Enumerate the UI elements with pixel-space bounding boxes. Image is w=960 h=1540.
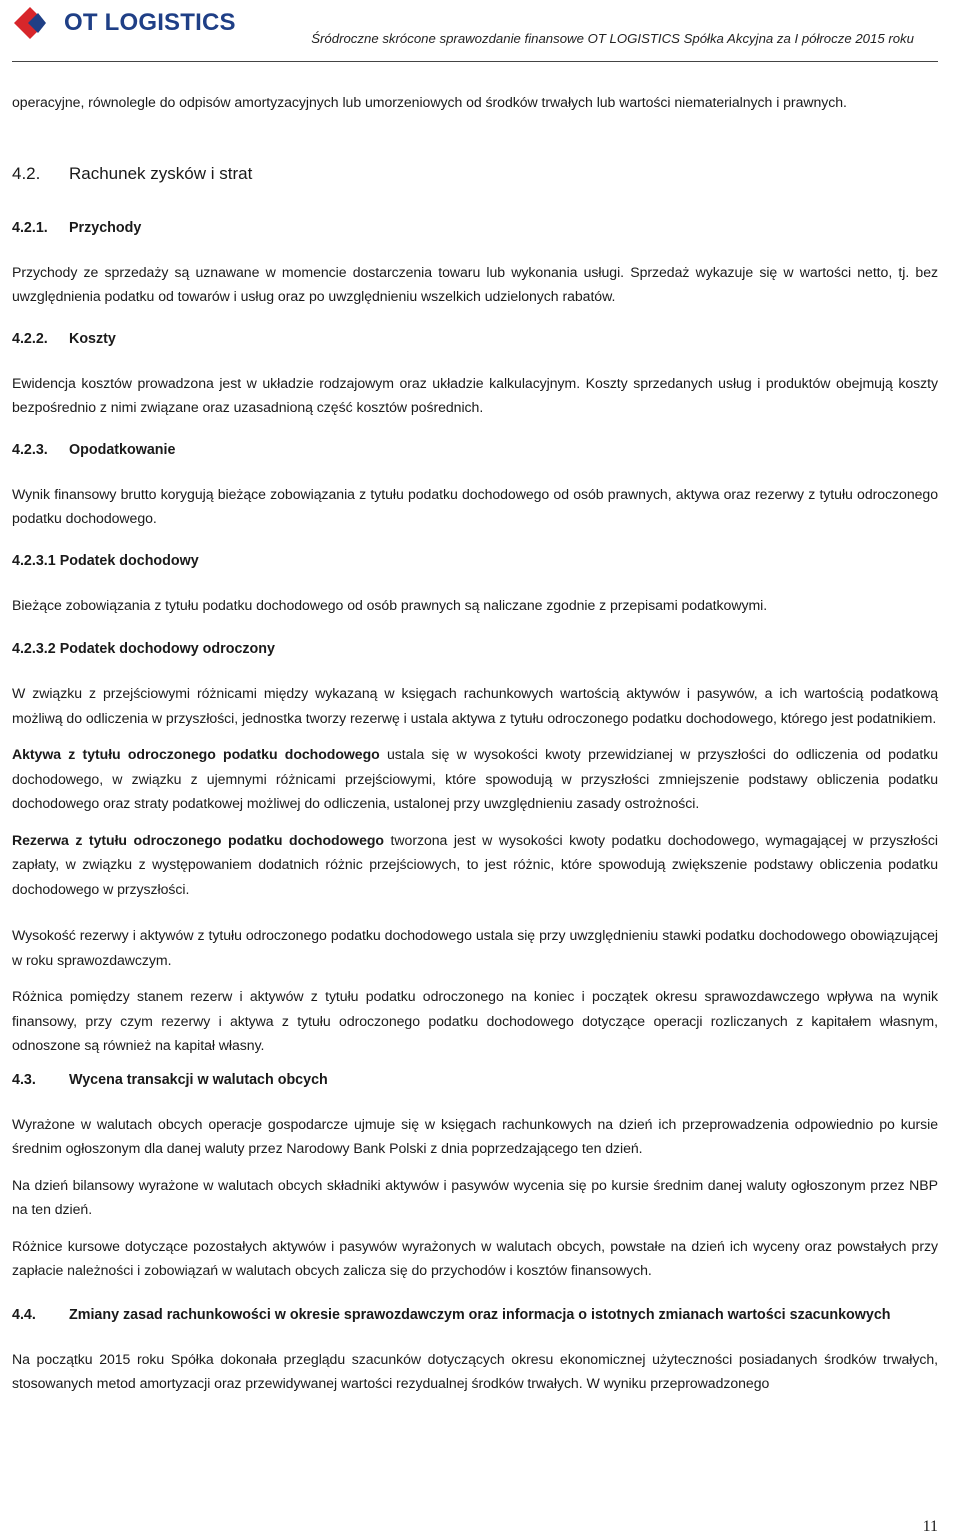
paragraph-costs: Ewidencja kosztów prowadzona jest w układzie rodzajowym oraz układzie kalkulacyjnym. Koszty sprzedanych usług i produktów obejmują koszty bezpośrednio z nimi związane oraz uzasadnioną część kosztów pośrednich. bbox=[12, 374, 938, 415]
report-title: Śródroczne skrócone sprawozdanie finansowe OT LOGISTICS Spółka Akcyjna za I półrocze 2015 roku bbox=[311, 31, 914, 46]
section-number: 4.2. bbox=[12, 163, 41, 183]
section-heading-4-4 bbox=[12, 1303, 938, 1327]
paragraph-deferred-tax-assets bbox=[12, 742, 938, 816]
paragraph-balance-sheet-valuation: Na dzień bilansowy wyrażone w walutach obcych składniki aktywów i pasywów wycenia się po kursie średnim danej waluty ogłoszonym przez NBP na ten dzień. bbox=[12, 1176, 938, 1217]
paragraph-difference: Różnica pomiędzy stanem rezerw i aktywów z tytułu podatku odroczonego na koniec i początek okresu sprawozdawczego wpływa na wynik finansowy, przy czym rezerwy i aktywa z tytułu odroczonego podatku dochodowego dotyczące operacji rozliczanych z kapitałem własnym, odnoszone są również na kapitał własny. bbox=[12, 988, 938, 1053]
section-title: Opodatkowanie bbox=[69, 441, 176, 458]
logo-text: OT LOGISTICS bbox=[64, 9, 236, 36]
section-heading-4-2-1 bbox=[12, 216, 938, 240]
section-title: Zmiany zasad rachunkowości w okresie sprawozdawczym oraz informacja o istotnych zmianach wartości szacunkowych bbox=[69, 1306, 891, 1323]
section-heading-4-3 bbox=[12, 1068, 938, 1092]
section-title: Rachunek zysków i strat bbox=[69, 163, 253, 183]
bold-term: Aktywa z tytułu odroczonego podatku dochodowego bbox=[12, 746, 380, 762]
section-number: 4.2.2. bbox=[12, 330, 48, 347]
document-body bbox=[12, 90, 938, 1396]
page-header bbox=[0, 0, 960, 60]
section-heading-4-2 bbox=[12, 162, 938, 186]
section-number: 4.3. bbox=[12, 1071, 36, 1088]
section-heading-4-2-3-2: 4.2.3.2 Podatek dochodowy odroczony bbox=[12, 641, 275, 657]
company-logo bbox=[12, 5, 236, 41]
paragraph-deferred-tax: W związku z przejściowymi różnicami między wykazaną w księgach rachunkowych wartością aktywów i pasywów, a ich wartością podatkową możliwą do odliczenia w przyszłości, jednostka tworzy rezerwę i ustala aktywa z tytułu odroczonego podatku dochodowego, którego jest podatnikiem. bbox=[12, 685, 938, 726]
section-title: Przychody bbox=[69, 219, 142, 236]
paragraph-deferred-tax-provision bbox=[12, 828, 938, 902]
section-heading-4-2-3-1: 4.2.3.1 Podatek dochodowy bbox=[12, 552, 199, 569]
paragraph-taxation: Wynik finansowy brutto korygują bieżące zobowiązania z tytułu podatku dochodowego od osób prawnych, aktywa oraz rezerwy z tytułu odroczonego podatku dochodowego. bbox=[12, 485, 938, 526]
paragraph-foreign-currency-transactions: Wyrażone w walutach obcych operacje gospodarcze ujmuje się w księgach rachunkowych na dzień ich przeprowadzenia odpowiednio po kursie średnim ogłoszonym dla danej waluty przez Narodowy Bank Polski z dnia poprzedzającego ten dzień. bbox=[12, 1115, 938, 1156]
paragraph-income-tax: Bieżące zobowiązania z tytułu podatku dochodowego od osób prawnych są naliczane zgodnie z przepisami podatkowymi. bbox=[12, 596, 768, 613]
paragraph-text: ustala się w wysokości kwoty przewidzianej w przyszłości do odliczenia od podatku dochodowego, w związku z ujemnymi różnicami przejściowymi, które spowodują w przyszłości zmniejszenie podstawy obliczenia podatku dochodowego oraz straty podatkowej możliwej do odliczenia, ustalonej przy uwzględnieniu zasady ostrożności. bbox=[12, 746, 938, 811]
paragraph-depreciation: operacyjne, równolegle do odpisów amortyzacyjnych lub umorzeniowych od środków trwałych lub wartości niematerialnych i prawnych. bbox=[12, 94, 847, 110]
ot-logistics-logo-icon bbox=[12, 5, 56, 41]
page-number: 11 bbox=[922, 1518, 938, 1535]
header-divider bbox=[12, 61, 938, 62]
section-heading-4-2-3 bbox=[12, 438, 938, 462]
paragraph-tax-rate: Wysokość rezerwy i aktywów z tytułu odroczonego podatku dochodowego ustala się przy uwzględnieniu stawki podatku dochodowego obowiązującej w roku sprawozdawczym. bbox=[12, 927, 938, 968]
section-number: 4.4. bbox=[12, 1306, 36, 1323]
section-number: 4.2.3. bbox=[12, 441, 48, 458]
bold-term: Rezerwa z tytułu odroczonego podatku dochodowego bbox=[12, 831, 384, 848]
section-number: 4.2.1. bbox=[12, 219, 48, 236]
paragraph-exchange-differences: Różnice kursowe dotyczące pozostałych aktywów i pasywów wyrażonych w walutach obcych, powstałe na dzień ich wyceny oraz powstałych przy zapłacie należności i zobowiązań w walutach obcych zalicza się do przychodów i kosztów finansowych. bbox=[12, 1237, 938, 1278]
section-title: Wycena transakcji w walutach obcych bbox=[69, 1071, 328, 1088]
paragraph-estimate-changes: Na początku 2015 roku Spółka dokonała przeglądu szacunków dotyczących okresu ekonomicznej użyteczności posiadanych środków trwałych, stosowanych metod amortyzacji oraz przewidywanej wartości rezydualnej środków trwałych. W wyniku przeprowadzonego bbox=[12, 1350, 938, 1391]
paragraph-text: tworzona jest w wysokości kwoty podatku dochodowego, wymagającej w przyszłości zapłaty, w związku z występowaniem dodatnich różnic przejściowych, to jest różnic, które spowodują zwiększenie podstawy obliczenia podatku dochodowego w przyszłości. bbox=[12, 831, 939, 897]
paragraph-revenue: Przychody ze sprzedaży są uznawane w momencie dostarczenia towaru lub wykonania usługi. Sprzedaż wykazuje się w wartości netto, tj. bez uwzględnienia podatku od towarów i usług oraz po uwzględnieniu wszelkich udzielonych rabatów. bbox=[12, 263, 938, 304]
section-heading-4-2-2 bbox=[12, 327, 938, 351]
section-title: Koszty bbox=[69, 330, 116, 347]
